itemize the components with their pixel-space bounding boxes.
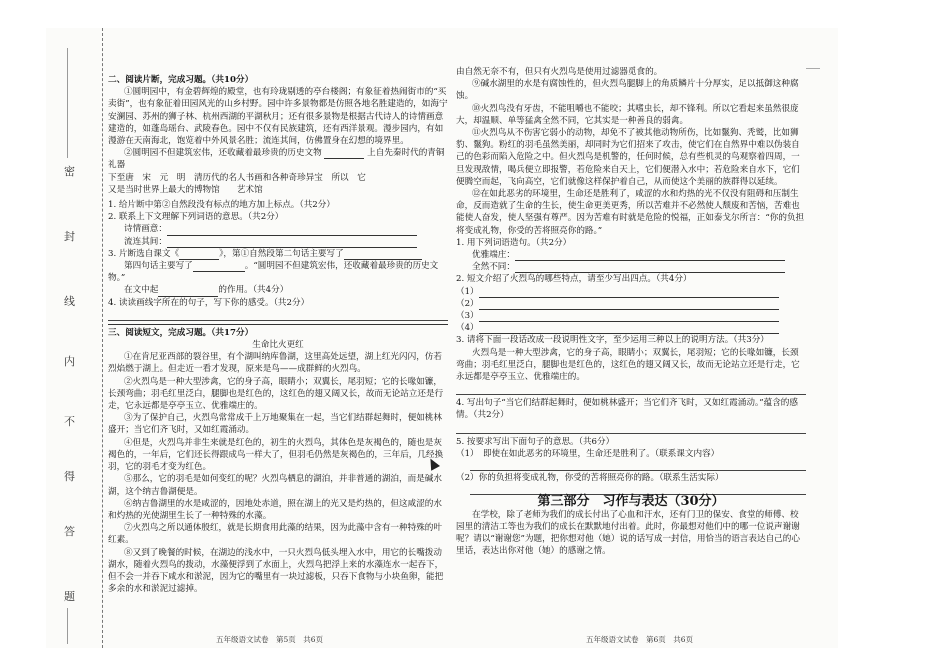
answer-blank[interactable] [515, 263, 785, 273]
answer-blank[interactable] [479, 288, 779, 298]
answer-blank[interactable] [479, 312, 779, 322]
scan-mark [806, 68, 820, 69]
question-5: 5. 按要求写出下面句子的意思。（共6分） [456, 436, 615, 447]
binding-line [67, 48, 68, 158]
question-3: 3. 请将下面一段话改成一段说明性文字，至少运用三种以上的说明方法。（共3分） [456, 335, 769, 346]
answer-blank[interactable] [158, 287, 218, 297]
question-1: 1. 给片断中第②自然段没有标点的地方加上标点。（共2分） [108, 200, 335, 211]
exam-sheet [46, 28, 838, 648]
term-label: 流连其间： [124, 236, 167, 247]
passage-paragraph: 又是当时世界上最大的博物馆 艺术馆 [108, 184, 263, 195]
story-paragraph: ①在肯尼亚西部的裂谷里，有个湖叫纳库鲁湖，这里高处远望，湖上红光闪闪，仿若烈焰燃于湖上。但走近一看才发现，原来是鸟——成群鲜的火烈鸟。 [108, 352, 442, 375]
item-number: （2） [456, 298, 479, 309]
question-3-cont [108, 284, 448, 296]
question-2: 2. 短文介绍了火烈鸟的哪些特点，请至少写出四点。（共4分） [456, 274, 692, 285]
section-2-title: 二、阅读片断，完成习题。（共10分） [108, 75, 254, 85]
item-number: （4） [456, 323, 479, 334]
question-3-cont [108, 260, 448, 284]
answer-blank[interactable] [167, 238, 417, 248]
question-2-item [456, 286, 806, 298]
binding-char: 题 [64, 590, 75, 603]
question-5b: （2）你的负担将变成礼物，你受的苦将照亮你的路。（联系生活实际） [456, 473, 724, 484]
part-3-title: 第三部分 习作与表达（30分） [537, 494, 725, 510]
question-4: 4. 写出句子“当它们结群起舞时，便如桃林盛开；当它们齐飞时，又如红霞涌动。”蕴含的感情。（共2分） [456, 398, 798, 421]
question-2a [108, 223, 448, 235]
story-paragraph: ②火烈鸟是一种大型涉禽，它的身子高，眼睛小；双翼长，尾羽短；它的长喙如镰，长颈弯曲；羽毛红里泛白，腿脚也是红色的，这红色的翅又阔又长，故而无论站立还是行走，它永远都是亭亭玉立、优雅端庄的。 [108, 376, 444, 412]
question-5a: （1） 即使在如此恶劣的环境里，生命还是胜利了。（联系课文内容） [456, 448, 720, 459]
item-number: （3） [456, 311, 479, 322]
question-2b [108, 236, 448, 248]
page-footer-left: 五年级语文试卷 第5页 共6页 [216, 635, 324, 644]
left-page [108, 74, 448, 595]
question-2-item [456, 310, 806, 322]
answer-line[interactable] [108, 310, 448, 321]
answer-blank[interactable] [193, 262, 245, 272]
question-2-item [456, 298, 806, 310]
section-3-title: 三、阅读短文，完成习题。（共17分） [108, 327, 254, 338]
question-1a [456, 249, 806, 261]
question-text: 》，第①自然段第二句话主要写了 [219, 248, 344, 259]
story-paragraph: 由自然无奈不有，但只有火烈鸟是使用过滤器觅食的。 [456, 67, 663, 77]
question-3 [108, 248, 448, 260]
binding-char: 线 [64, 295, 75, 308]
answer-blank[interactable] [324, 149, 364, 159]
story-paragraph: ⑪火烈鸟从不伤害它弱小的动物，却免不了被其他动物所伤，比如鬣狗、秃鹫，比如狮豹、鬣狗。粉红的羽毛虽然美丽，却同时为它们招来了攻击，使它们在自然界中难以伪装自己的色彩而陷入危险之中。但火烈鸟是机警的，任何时候，总有些机灵的鸟观察着四周，一旦发现敌情，喝兵便立即报警，若危险来自天上，它们便潜入水中；若危险来自水下，它们便腾空而起，飞向高空，它们就像这样保护着自己，从而使这个美丽的族群得以延续。 [456, 128, 800, 187]
answer-blank[interactable] [179, 250, 219, 260]
answer-blank[interactable] [344, 250, 422, 260]
story-paragraph: ④但是，火烈鸟并非生来就是红色的，初生的火烈鸟，其体色是灰褐色的，随也是灰褐色的，一年后，它们还长得跟成鸟一样大了，但羽毛仍然是灰褐色的，三年后，几经换羽，它的羽毛才变为红色。 [108, 437, 444, 473]
passage-paragraph: ①圆明园中，有金碧辉煌的殿堂，也有玲珑剔透的亭台楼阁；有象征着热闹街市的“买卖街”，也有象征着田园风光的山乡村野。园中许多景物都是仿照各地名胜建造的，如海宁安澜园、苏州的狮子林、杭州西湖的平湖秋月；还有很多景物是根据古代诗人的诗情画意建造的，如蓬岛瑶台、武陵春色。园中不仅有民族建筑，还有西洋景观。漫步园内，有如漫游在天南海北，饱览着中外风景名胜；流连其间，仿佛置身在幻想的境界里。 [108, 87, 448, 147]
page-footer-right: 五年级语文试卷 第6页 共6页 [586, 635, 694, 644]
question-text: 第四句话主要写了 [124, 261, 193, 272]
right-page [456, 66, 806, 557]
term-label: 全然不同： [472, 262, 515, 273]
question-text: 在文中起 [124, 285, 159, 296]
story-paragraph: ⑥纳吉鲁湖里的水是咸涩的，因地处赤道，照在湖上的光又是灼热的，但这咸涩的水和灼热的光使湖里生长了一种特殊的水藻。 [108, 498, 442, 521]
question-3-text: 火烈鸟是一种大型涉禽，它的身子高，眼睛小；双翼长，尾羽短；它的长喙如镰，长颈弯曲；羽毛红里泛白，腿脚也是红色的，这红色的翅又阔又长，故而无论站立还是行走，它永远都是亭亭玉立、优雅端庄的。 [456, 347, 800, 383]
binding-char: 得 [64, 470, 75, 483]
story-paragraph: ⑧又到了晚餐的时候，在湖边的浅水中，一只火烈鸟低头埋入水中，用它的长嘴拨动湖水，随着火烈鸟的拨动，水藻便浮到了水面上，火烈鸟把浮上来的水藻连水一起吞下，但不会一并吞下咸水和淤泥，因为它的嘴里有一块过滤板，只吞下食物与小块鱼卵，能把多余的水和淤泥过滤掉。 [108, 547, 444, 595]
answer-blank[interactable] [479, 324, 779, 334]
story-paragraph: ⑫在如此恶劣的环境里，生命还是胜利了，咸涩的水和灼热的光不仅没有阻碍和压制生命，反而造就了生命的生长，使生命更美更秀，所以苦难并不必然使人颓废和苦恼，苦难也能使人奋发，使人坚强有尊严。因为苦难有时就是危险的悦福，正如泰戈尔所言：“你的负担将变成礼物，你受的苦将照亮你的路。” [456, 189, 805, 236]
story-paragraph: ⑨碱水湖里的水是有腐蚀性的，但火烈鸟腿脚上的角质鳞片十分厚实，足以抵御这种腐蚀。 [456, 79, 799, 102]
question-1b [456, 261, 806, 273]
question-1: 1. 用下列词语造句。（共2分） [456, 237, 572, 248]
binding-strip [46, 28, 103, 648]
question-2: 2. 联系上下文理解下列词语的意思。（共2分） [108, 212, 284, 223]
passage-paragraph [108, 147, 448, 171]
story-paragraph: ⑩火烈鸟没有牙齿，不能咀嚼也不能咬；其嗜虫长，却不锋利。所以它看起来虽然很庞大，却温顺、单等猛禽全然不同，它其实是一种善良的弱禽。 [456, 103, 799, 126]
answer-blank[interactable] [515, 251, 785, 261]
answer-line[interactable] [456, 423, 806, 434]
binding-char: 不 [64, 415, 75, 428]
essay-prompt: 在学校，除了老师为我们的成长付出了心血和汗水，还有门卫的保安、食堂的师傅、校园里的清洁工等也为我们的成长在默默地付出着。此时，你最想对他们中的哪一位说声谢谢呢？请以“谢谢您”为题，把你想对他（她）说的话写成一封信，用恰当的语言表达自己的心里话，表达出你对他（她）的感谢之情。 [456, 509, 800, 557]
question-2-item [456, 322, 806, 334]
term-label: 诗情画意： [124, 224, 167, 235]
binding-char: 密 [64, 165, 75, 178]
question-text: 。“圆明园不但建筑宏伟，还收藏着最珍贵的历史文物。” [108, 261, 439, 284]
binding-char: 封 [64, 230, 75, 243]
answer-line[interactable] [470, 461, 806, 471]
term-label: 优雅端庄： [472, 250, 515, 261]
section-divider [108, 324, 448, 325]
answer-line[interactable] [456, 384, 806, 395]
story-paragraph: ③为了保护自己，火烈鸟常常成千上万地聚集在一起，当它们结群起舞时，便如桃林盛开；当它们齐飞时，又如红霞涌动。 [108, 413, 442, 436]
story-paragraph: ⑤那么，它的羽毛是如何变红的呢？火烈鸟栖息的湖泊，并非普通的湖泊，而是碱水湖，这个纳吉鲁湖便是。 [108, 474, 442, 497]
passage-text: 上自先秦时代的青铜礼器 [108, 148, 445, 171]
story-paragraph: ⑦火烈鸟之所以通体殷红，就是长期食用此藻的结果，因为此藻中含有一种特殊的叶红素。 [108, 523, 442, 546]
passage-paragraph: 下至唐 宋 元 明 清历代的名人书画和各种奇珍异宝 所以 它 [108, 172, 366, 183]
binding-line [67, 608, 68, 644]
answer-blank[interactable] [167, 226, 417, 236]
question-text: 的作用。（共4分） [218, 285, 289, 296]
passage-text: ②圆明园不但建筑宏伟，还收藏着最珍贵的历史文物 [124, 148, 322, 159]
binding-char: 内 [64, 355, 75, 368]
question-4: 4. 读读画线字所在的句子，写下你的感受。（共2分） [108, 297, 310, 308]
binding-char: 答 [64, 525, 75, 538]
item-number: （1） [456, 286, 479, 297]
answer-blank[interactable] [479, 300, 779, 310]
question-text: 3. 片断选自课文《 [108, 248, 180, 259]
story-title: 生命比火更红 [252, 340, 304, 351]
